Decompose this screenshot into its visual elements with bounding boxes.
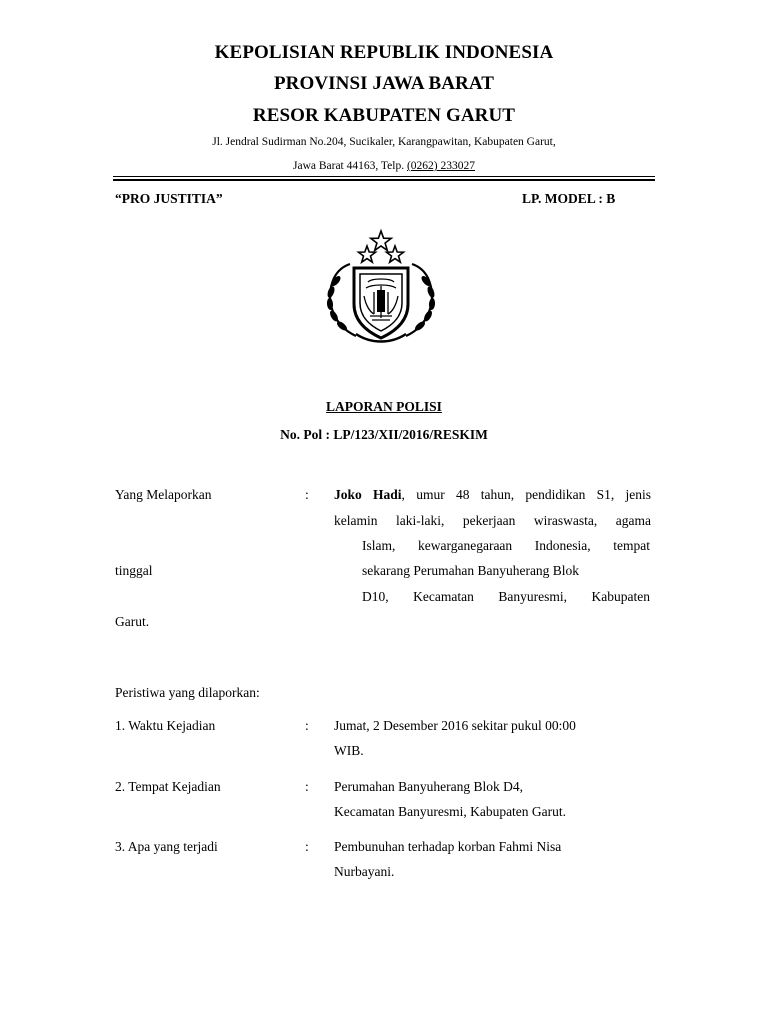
events-heading: Peristiwa yang dilaporkan: <box>115 685 260 700</box>
event-place-line-1: Perumahan Banyuherang Blok D4, <box>334 779 523 794</box>
reporter-line-1 <box>334 487 651 502</box>
reporter-tinggal-label: tinggal <box>115 563 153 578</box>
header-address-line1: Jl. Jendral Sudirman No.204, Sucikaler, Karangpawitan, Kabupaten Garut, <box>212 136 556 148</box>
event-place-colon: : <box>305 779 309 794</box>
pro-justitia: “PRO JUSTITIA” <box>115 191 223 206</box>
reporter-line-1-rest: , umur 48 tahun, pendidikan S1, jenis <box>401 487 651 502</box>
header-address-line2 <box>0 160 768 172</box>
reporter-name: Joko Hadi <box>334 487 402 502</box>
event-what-colon: : <box>305 839 309 854</box>
reporter-line-3: Islam, kewarganegaraan Indonesia, tempat <box>362 538 650 553</box>
reporter-line-6: Garut. <box>115 614 150 629</box>
reporter-colon: : <box>305 487 309 502</box>
event-what-line-1: Pembunuhan terhadap korban Fahmi Nisa <box>334 839 562 854</box>
event-time-line-2: WIB. <box>334 743 364 758</box>
event-place-line-2: Kecamatan Banyuresmi, Kabupaten Garut. <box>334 804 567 819</box>
event-what-label: 3. Apa yang terjadi <box>115 839 218 854</box>
address-city: Jawa Barat 44163, Telp. <box>292 160 407 172</box>
event-what-line-2: Nurbayani. <box>334 864 395 879</box>
header-rule-thick <box>113 179 655 181</box>
reporter-line-5: D10, Kecamatan Banyuresmi, Kabupaten <box>362 589 650 604</box>
event-time-label: 1. Waktu Kejadian <box>115 718 216 733</box>
event-time-line-1: Jumat, 2 Desember 2016 sekitar pukul 00:00 <box>334 718 576 733</box>
reporter-line-2: kelamin laki-laki, pekerjaan wiraswasta, agama <box>334 513 651 528</box>
report-title: LAPORAN POLISI <box>326 399 442 414</box>
lp-model: LP. MODEL : B <box>522 191 616 206</box>
header-province: PROVINSI JAWA BARAT <box>273 73 495 94</box>
reporter-line-4: sekarang Perumahan Banyuherang Blok <box>362 563 580 578</box>
phone-number: (0262) 233027 <box>406 160 475 172</box>
header-resort: RESOR KABUPATEN GARUT <box>252 105 516 126</box>
reporter-label: Yang Melaporkan <box>115 487 212 502</box>
event-time-colon: : <box>305 718 309 733</box>
event-place-label: 2. Tempat Kejadian <box>115 779 221 794</box>
header-institution: KEPOLISIAN REPUBLIK INDONESIA <box>214 42 554 63</box>
police-emblem-icon <box>316 226 446 356</box>
report-number: No. Pol : LP/123/XII/2016/RESKIM <box>280 427 488 442</box>
header-rule-thin <box>113 176 655 177</box>
